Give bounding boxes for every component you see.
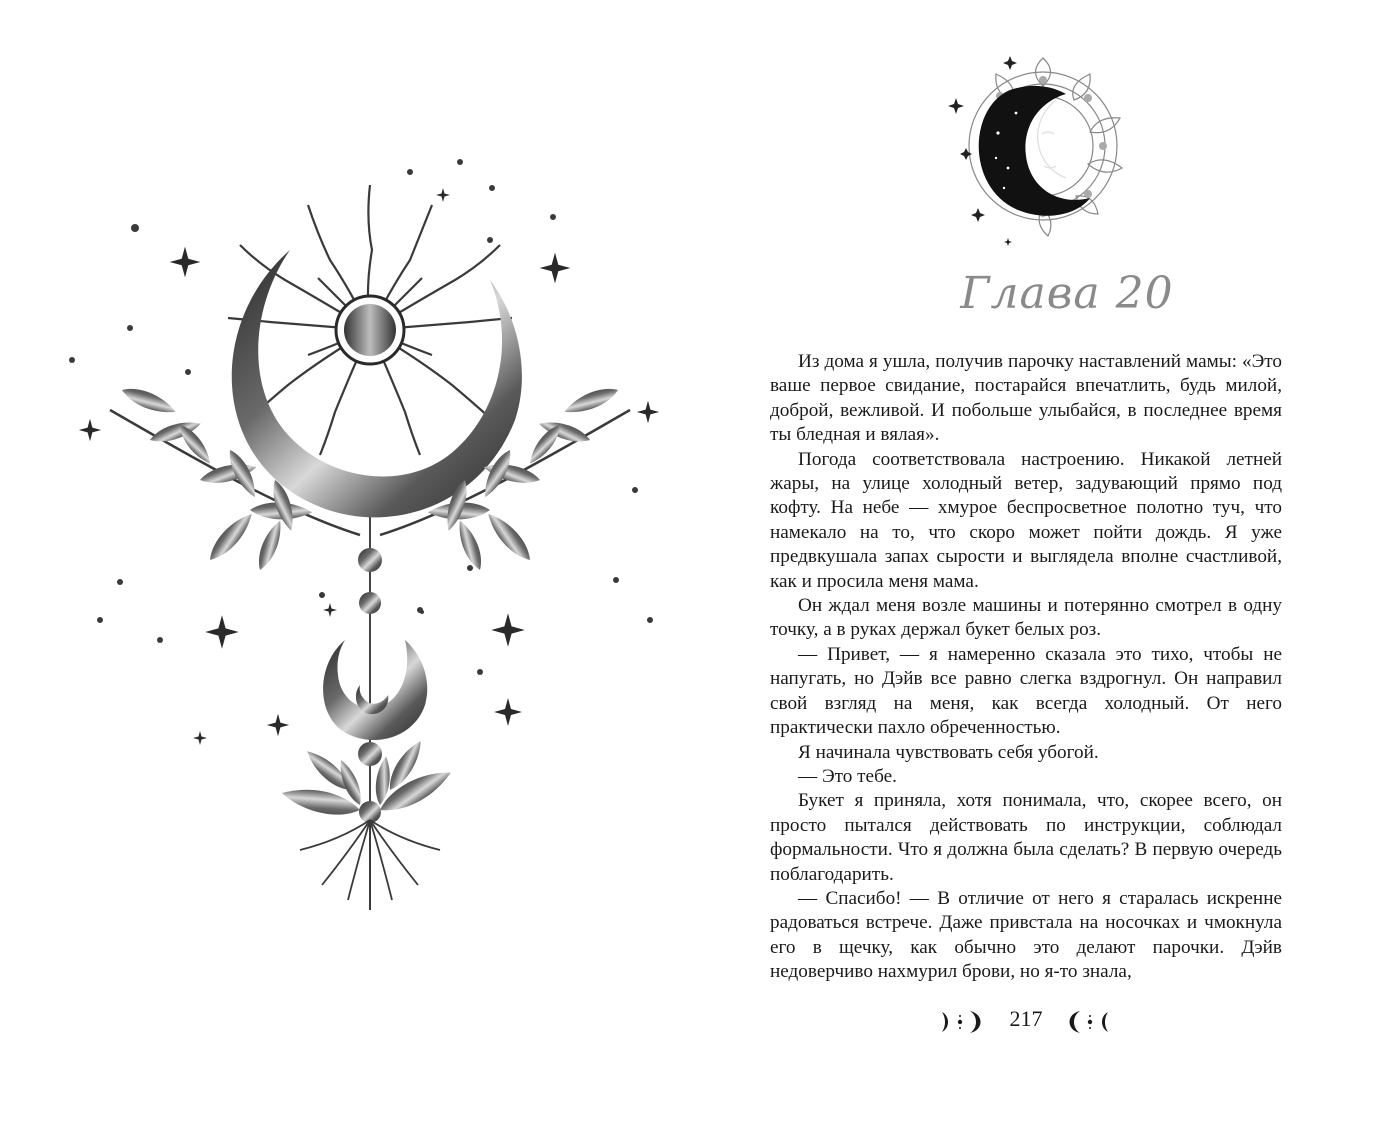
- right-page: [740, 0, 1394, 1125]
- paragraph: Погода соответствовала настроению. Никакой летней жары, на улице холодный ветер, задувающий прямо под кофту. На небе — хмурое беспросветное полотно туч, что намекало на то, что скоро может пойти дождь. Я уже предвкушала запах сырости и выглядела вполне счастливой, как и просила меня мама.: [770, 448, 1282, 592]
- paragraph: — Спасибо! — В отличие от него я старалась искренне радоваться встрече. Даже привстала на носочках и чмокнула его в щечку, как обычно это делают парочки. Дэйв недоверчиво нахмурил брови, но я-то знала,: [770, 887, 1282, 983]
- large-crescent-moon: [232, 250, 522, 517]
- chapter-body-text: [770, 350, 1282, 985]
- moon-phase-ornament-right-icon: [1058, 1008, 1114, 1036]
- paragraph: — Привет, — я намеренно сказала это тихо, чтобы не напугать, но Дэйв все равно слегка вздрогнул. Он направил свой взгляд на меня, как всегда холодный. От него практически пахло обреченностью.: [770, 643, 1282, 739]
- chapter-title: Глава 20: [960, 268, 1174, 319]
- paragraph: — Это тебе.: [798, 765, 897, 787]
- moon-phase-ornament-left-icon: [936, 1008, 992, 1036]
- paragraph: Из дома я ушла, получив парочку наставлений мамы: «Это ваше первое свидание, постарайся впечатлить, будь милой, доброй, вежливой. И побольше улыбайся, в последнее время ты бледная и вялая».: [770, 351, 1282, 446]
- paragraph: Букет я приняла, хотя понимала, что, скорее всего, он просто пытался действовать по инструкции, соблюдал формальности. Что я должна была сделать? В первую очередь поблагодарить.: [770, 790, 1282, 885]
- middle-crescent-moon: [323, 640, 427, 740]
- crescent-moon-face-mandala: [938, 38, 1128, 248]
- paragraph: Он ждал меня возле машины и потерянно смотрел в одну точку, а в руках держал букет белых роз.: [770, 595, 1282, 641]
- moon-sun-botanical-illustration: [60, 150, 680, 930]
- page-number: 217: [1009, 1006, 1043, 1031]
- page-footer: [936, 1004, 1116, 1038]
- paragraph: Я начинала чувствовать себя убогой.: [798, 741, 1099, 763]
